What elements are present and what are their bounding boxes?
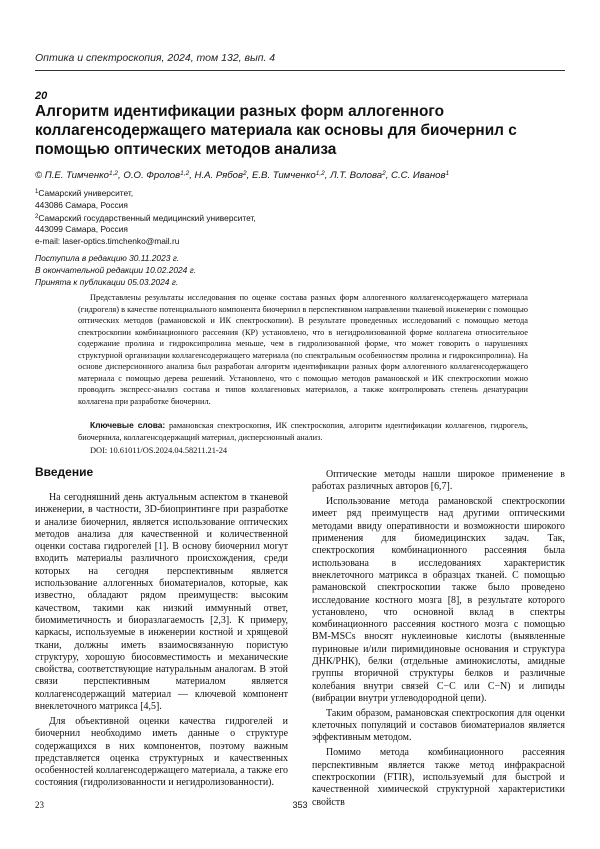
author-list	[35, 170, 565, 181]
author: Л.Т. Волова$^2$,	[327, 170, 389, 181]
paragraph: Для объективной оценки качества гидрогелей и биочернил необходимо иметь данные о структуре содержащихся в них компонентов, поэтому важным представляется оценка структурных и качественных особенностей коллагенсодержащего материала, а также его состояния (гидролизованности и негидролизованности).	[35, 715, 288, 789]
affiliation-2-address: 443099 Самара, Россия	[35, 224, 128, 235]
paragraph: Использование метода рамановской спектроскопии имеет ряд преимуществ над другими оптическими методами ввиду оперативности и возможности широкого применения для биомедицинских задач. Так, спектроскопия комбинационного рассеяния была использована в исследованиях характеристик внеклеточного матрикса в образцах тканей. С помощью рамановской спектроскопии также было проведено исследование костного мозга [8], в результате которого установлено, что основной вклад в спектры комбинационного рассеяния костного мозга с помощью BM-MSCs вносят нуклеиновые кислоты (выявленные пуриновые и/или пиримидиновые основания и структура ДНК/РНК), белки (отдельные аминокислоты, амидные группы вторичной структуры белков и различные колебания внутри связей C−C или C−N) и липиды (вибрации внутри углеводородной цепи).	[312, 496, 565, 704]
article-number: 20	[35, 90, 48, 102]
date-received: Поступила в редакцию 30.11.2023 г.	[35, 253, 180, 263]
author: Н.А. Рябов$^2$,	[191, 170, 250, 181]
affiliations	[35, 187, 435, 248]
paragraph: Помимо метода комбинационного рассеяния перспективным является также метод инфракрасной спектроскопии (FTIR), используемый для быстрой и качественной химической структурной характеристики свойств	[312, 747, 565, 808]
keywords-label: Ключевые слова:	[90, 420, 166, 430]
author: П.Е. Тимченко$^{1,2}$,	[44, 170, 121, 181]
article-title: Алгоритм идентификации разных форм аллогенного коллагенсодержащего материала как основы для биочернил с помощью оптических методов анализа	[35, 103, 517, 158]
page-number: 353	[292, 800, 308, 810]
author: О.О. Фролов$^{1,2}$,	[120, 170, 192, 181]
author: С.С. Иванов$^1$	[388, 170, 450, 181]
journal-header: Оптика и спектроскопия, 2024, том 132, вып. 4	[35, 52, 276, 64]
left-column	[35, 465, 288, 792]
email: e-mail: laser-optics.timchenko@mail.ru	[35, 236, 180, 247]
keywords	[78, 420, 528, 443]
paragraph: На сегодняшний день актуальным аспектом в тканевой инженерии, в частности, 3D-биопринтинге при разработке и анализе биочернил, является использование оптических методов анализа для качественной и количественной оценки состава гидрогелей [1]. В основу биочернил могут входить материалы различного происхождения, среди которых на сегодня перспективным является использование аллогенных биоматериалов, которые, как известно, обладают рядом преимуществ: высоким качеством, такими как низкий иммунный ответ, биомиметичность и биоразлагаемость [2,3]. К примеру, каркасы, используемые в инженерии костной и хрящевой ткани, должны иметь взаимосвязанную пористую структуру, хорошую биосовместимость и механические свойства, соответствующие натуральным аналогам. В этой связи перспективным материалом является коллагенсодержащий материал — ключевой компонент внеклеточного матрикса [4,5].	[35, 492, 288, 713]
copyright-symbol: ©	[35, 170, 43, 181]
publication-dates	[35, 253, 435, 288]
paragraph: Оптические методы нашли широкое применение в работах различных авторов [6,7].	[312, 469, 565, 493]
date-accepted: Принята к публикации 05.03.2024 г.	[35, 276, 179, 287]
affiliation-1-address: 443086 Самара, Россия	[35, 199, 128, 210]
abstract: Представлены результаты исследования по оценке состава разных форм аллогенного коллагенсодержащего материала (гидрогеля) в качестве потенциального компонента биочернил в перспективном направлении тканевой инженерии с помощью оптических методов (рамановской и ИК спектроскопии). В результате проведенных исследований с помощью метода спектроскопии комбинационного рассеяния (КР) установлено, что в негидролизованной форме коллагена относительное содержание пролина и гидроксипролина меньше, чем в гидролизованной форме, что может говорить о нарушениях структурной организации коллагенсодержащего материала (по спектральным особенностям пролина и гидроксипролина). На основе дисперсионного анализа был разработан алгоритм идентификации разных форм аллогенного коллагенсодержащего материала с помощью дерева решений. Установлено, что с помощью методов рамановской и ИК спектроскопии можно проводить экспресс-анализ состава и типов коллагеновых материалов, а также контролировать степень денатурации коллагена при разработке биочернил.	[78, 293, 528, 406]
header-divider	[35, 70, 565, 71]
author: Е.В. Тимченко$^{1,2}$,	[249, 170, 328, 181]
affiliation-2: $^2$Самарский государственный медицинский университет,	[35, 212, 256, 223]
affiliation-1: $^1$Самарский университет,	[35, 188, 134, 198]
section-heading: Введение	[35, 465, 94, 479]
doi: DOI: 10.61011/OS.2024.04.58211.21-24	[90, 446, 228, 455]
footer-left-number: 23	[35, 800, 44, 810]
keywords-text: рамановская спектроскопия, ИК спектроскопия, алгоритм идентификации коллагенов, гидрогель, биочернила, коллагенсодержащий материал, дисперсионный анализ.	[78, 421, 528, 442]
paragraph: Таким образом, рамановская спектроскопия для оценки клеточных популяций и составов биоматериалов является эффективным методом.	[312, 707, 565, 744]
date-revised: В окончательной редакции 10.02.2024 г.	[35, 264, 197, 275]
right-column	[312, 469, 565, 811]
